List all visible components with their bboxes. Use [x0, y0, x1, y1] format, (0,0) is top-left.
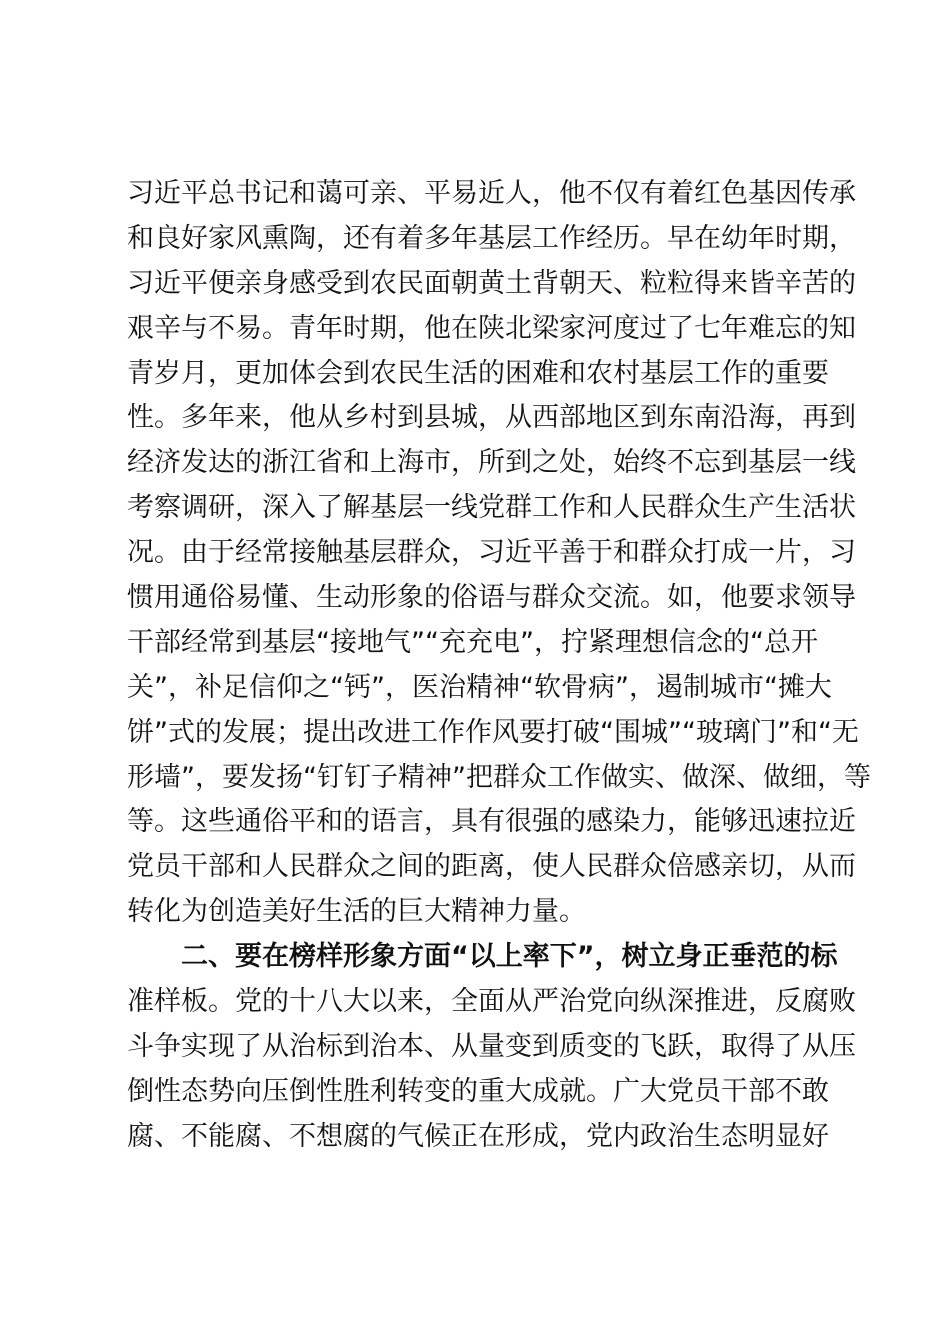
text-line: 关”，补足信仰之“钙”，医治精神“软骨病”，遏制城市“摊大: [127, 671, 832, 703]
text-line: 等。这些通俗平和的语言，具有很强的感染力，能够迅速拉近: [127, 806, 856, 838]
text-line: 干部经常到基层“接地气”“充充电”，拧紧理想信念的“总开: [127, 626, 818, 658]
text-line: 习近平便亲身感受到农民面朝黄土背朝天、粒粒得来皆辛苦的: [127, 267, 856, 299]
section-heading: 二、要在榜样形象方面“以上率下”，树立身正垂范的标: [181, 941, 838, 973]
text-line: 青岁月，更加体会到农民生活的困难和农村基层工作的重要: [127, 357, 829, 389]
text-line: 饼”式的发展；提出改进工作作风要打破“围城”“玻璃门”和“无: [127, 716, 859, 748]
text-line: 斗争实现了从治标到治本、从量变到质变的飞跃，取得了从压: [127, 1030, 856, 1062]
text-line: 形墙”，要发扬“钉钉子精神”把群众工作做实、做深、做细，等: [127, 761, 871, 793]
text-line: 况。由于经常接触基层群众，习近平善于和群众打成一片，习: [127, 537, 856, 569]
text-line: 考察调研，深入了解基层一线党群工作和人民群众生产生活状: [127, 492, 856, 524]
text-line: 腐、不能腐、不想腐的气候正在形成，党内政治生态明显好: [127, 1120, 829, 1152]
text-line: 准样板。党的十八大以来，全面从严治党向纵深推进，反腐败: [127, 986, 856, 1018]
text-line: 和良好家风熏陶，还有着多年基层工作经历。早在幼年时期，: [127, 222, 856, 254]
text-line: 党员干部和人民群众之间的距离，使人民群众倍感亲切，从而: [127, 851, 856, 883]
text-line: 经济发达的浙江省和上海市，所到之处，始终不忘到基层一线: [127, 447, 856, 479]
text-line: 艰辛与不易。青年时期，他在陕北梁家河度过了七年难忘的知: [127, 312, 856, 344]
text-line: 惯用通俗易懂、生动形象的俗语与群众交流。如，他要求领导: [127, 582, 856, 614]
text-line: 倒性态势向压倒性胜利转变的重大成就。广大党员干部不敢: [127, 1075, 829, 1107]
body-text: [127, 172, 871, 1160]
text-line: 性。多年来，他从乡村到县城，从西部地区到东南沿海，再到: [127, 402, 856, 434]
text-line: 转化为创造美好生活的巨大精神力量。: [127, 896, 586, 928]
text-line: 习近平总书记和蔼可亲、平易近人，他不仅有着红色基因传承: [127, 178, 856, 209]
